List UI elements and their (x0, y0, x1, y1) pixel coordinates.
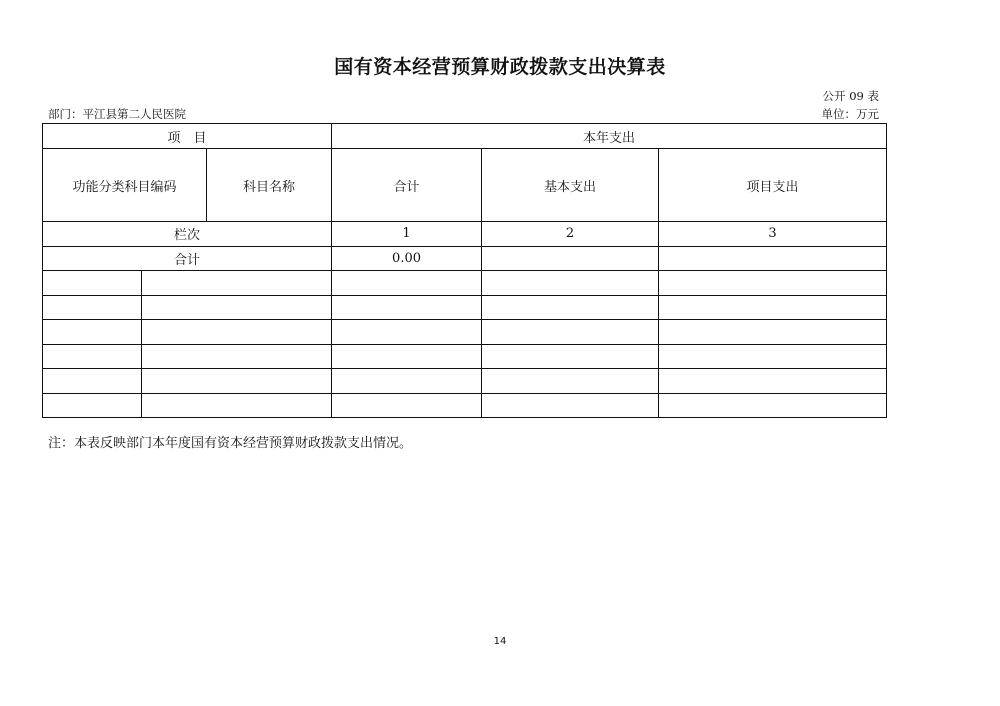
table-cell (482, 295, 659, 320)
header-total: 合计 (332, 149, 482, 222)
department-label: 部门：平江县第二人民医院 (48, 107, 186, 121)
table-row (43, 369, 887, 394)
table-cell (482, 320, 659, 345)
table-cell (142, 393, 332, 418)
table-cell (332, 271, 482, 296)
table-row (43, 393, 887, 418)
header-project-expense: 项目支出 (659, 149, 887, 222)
table-row (43, 344, 887, 369)
table-cell (332, 295, 482, 320)
table-cell (142, 369, 332, 394)
column-index-label: 栏次 (43, 222, 332, 247)
total-row (43, 246, 887, 271)
table-cell (43, 369, 142, 394)
column-index-2: 2 (482, 222, 659, 247)
column-index-1: 1 (332, 222, 482, 247)
table-cell (332, 369, 482, 394)
column-index-row (43, 222, 887, 247)
table-cell (332, 320, 482, 345)
page-number: 14 (493, 636, 507, 647)
table-cell (43, 320, 142, 345)
table-cell (332, 344, 482, 369)
unit-label: 单位：万元 (821, 107, 879, 121)
header-basic-expense: 基本支出 (482, 149, 659, 222)
table-code: 公开 09 表 (822, 89, 879, 103)
table-cell (43, 295, 142, 320)
table-cell (659, 320, 887, 345)
total-row-total: 0.00 (332, 246, 482, 271)
table-cell (659, 393, 887, 418)
header-func-code: 功能分类科目编码 (43, 149, 207, 222)
table-row (43, 271, 887, 296)
table-cell (142, 344, 332, 369)
table-cell (142, 320, 332, 345)
table-row (43, 320, 887, 345)
table-cell (43, 271, 142, 296)
table-row (43, 295, 887, 320)
subheader-row (43, 149, 887, 222)
total-row-label: 合计 (43, 246, 332, 271)
header-row (43, 124, 887, 149)
table-cell (482, 393, 659, 418)
header-item: 项 目 (43, 124, 332, 149)
table-cell (659, 369, 887, 394)
expense-table (42, 123, 887, 418)
table-cell (659, 344, 887, 369)
table-cell (142, 271, 332, 296)
table-cell (482, 369, 659, 394)
document-title: 国有资本经营预算财政拨款支出决算表 (334, 56, 666, 78)
table-cell (332, 393, 482, 418)
header-subject-name: 科目名称 (207, 149, 332, 222)
total-row-project (659, 246, 887, 271)
table-cell (43, 393, 142, 418)
table-cell (482, 344, 659, 369)
column-index-3: 3 (659, 222, 887, 247)
table-cell (482, 271, 659, 296)
table-cell (43, 344, 142, 369)
table-cell (659, 295, 887, 320)
table-cell (659, 271, 887, 296)
table-cell (142, 295, 332, 320)
header-current-year-expense: 本年支出 (332, 124, 887, 149)
footnote: 注：本表反映部门本年度国有资本经营预算财政拨款支出情况。 (48, 436, 413, 451)
total-row-basic (482, 246, 659, 271)
